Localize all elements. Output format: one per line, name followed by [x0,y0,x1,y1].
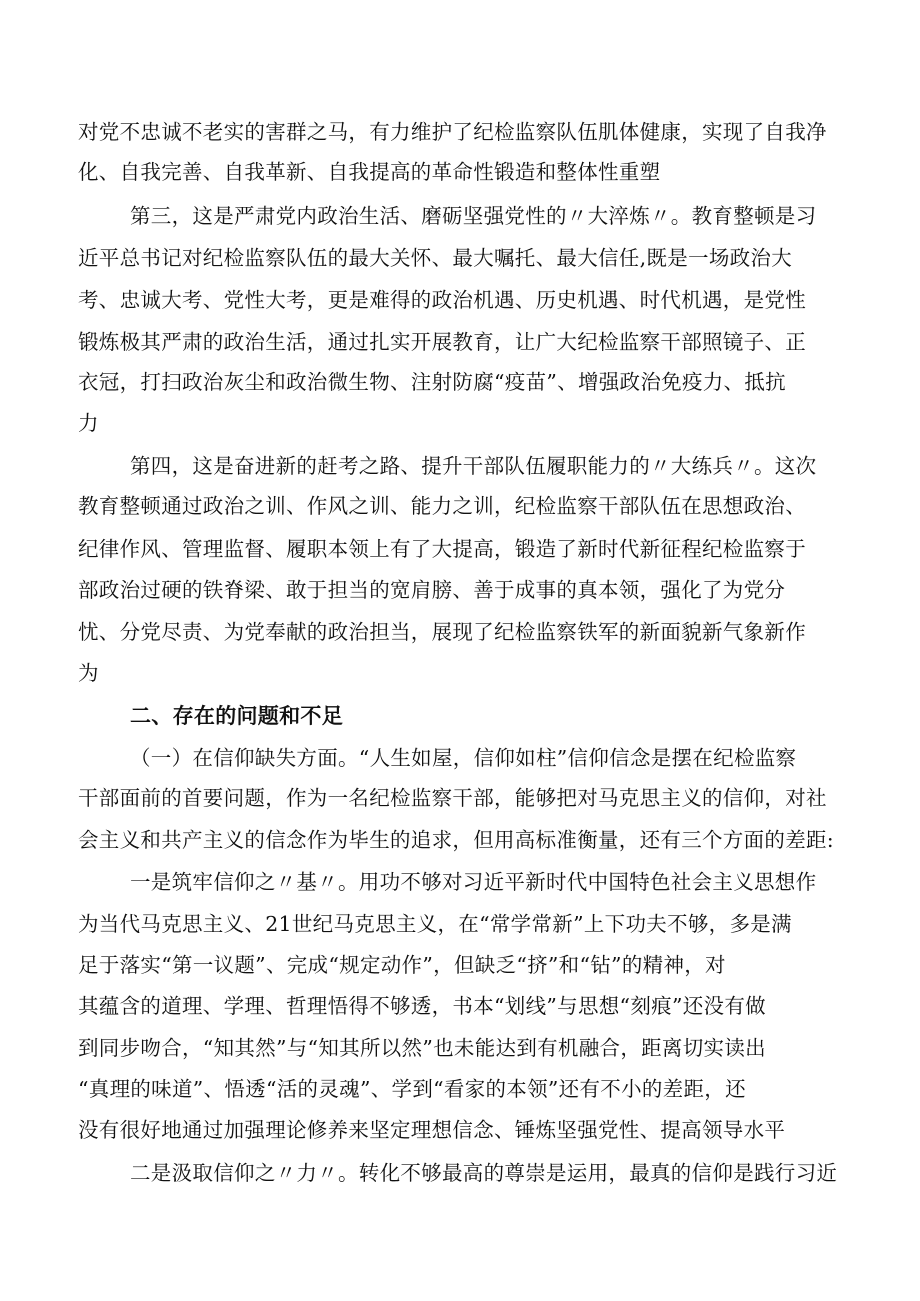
section-heading: 二、存在的问题和不足 [130,704,343,728]
paragraph-line: 教育整顿通过政治之训、作风之训、能力之训，纪检监察干部队伍在思想政治、 [78,494,806,518]
paragraph-line: 一是筑牢信仰之〃基〃。用功不够对习近平新时代中国特色社会主义思想作 [130,870,817,894]
paragraph-line: 为 [78,661,99,685]
paragraph-line: 为当代马克思主义、21世纪马克思主义，在“常学常新”上下功夫不够，多是满 [78,912,792,936]
paragraph-line: 会主义和共产主义的信念作为毕生的追求，但用高标准衡量，还有三个方面的差距: [78,828,835,852]
paragraph-line: 其蕴含的道理、学理、哲理悟得不够透，书本“划线”与思想“刻痕”还没有做 [78,994,766,1018]
paragraph-line: 足于落实“第一议题”、完成“规定动作”，但缺乏“挤”和“钻”的精神，对 [78,953,726,977]
paragraph-line: 近平总书记对纪检监察队伍的最大关怀、最大嘱托、最大信任,既是一场政治大 [78,246,793,270]
paragraph-line: “真理的味道”、悟透“活的灵魂”、学到“看家的本领”还有不小的差距，还 [78,1077,746,1101]
paragraph-line: 干部面前的首要问题，作为一名纪检监察干部，能够把对马克思主义的信仰，对社 [78,786,827,810]
paragraph-line: 二是汲取信仰之〃力〃。转化不够最高的尊崇是运用，最真的信仰是践行习近 [130,1161,838,1185]
paragraph-line: 第四，这是奋进新的赶考之路、提升干部队伍履职能力的〃大练兵〃。这次 [130,454,817,478]
paragraph-line: 考、忠诚大考、党性大考，更是难得的政治机遇、历史机遇、时代机遇，是党性 [78,288,806,312]
paragraph-line: 衣冠，打扫政治灰尘和政治微生物、注射防腐“疫苗”、增强政治免疫力、抵抗 [78,370,786,394]
paragraph-line: 力 [78,411,99,435]
paragraph-line: （一）在信仰缺失方面。“人生如屋，信仰如柱”信仰信念是摆在纪检监察 [130,746,797,770]
paragraph-line: 部政治过硬的铁脊梁、敢于担当的宽肩膀、善于成事的真本领，强化了为党分 [78,578,786,602]
paragraph-line: 忧、分党尽责、为党奉献的政治担当，展现了纪检监察铁军的新面貌新气象新作 [78,620,806,644]
paragraph-line: 第三，这是严肃党内政治生活、磨砺坚强党性的〃大淬炼〃。教育整顿是习 [130,204,817,228]
paragraph-line: 纪律作风、管理监督、履职本领上有了大提高，锻造了新时代新征程纪检监察于 [78,537,806,561]
paragraph-line: 没有很好地通过加强理论修养来坚定理想信念、锤炼坚强党性、提高领导水平 [78,1118,786,1142]
paragraph-line: 锻炼极其严肃的政治生活，通过扎实开展教育，让广大纪检监察干部照镜子、正 [78,330,806,354]
paragraph-line: 到同步吻合，“知其然”与“知其所以然”也未能达到有机融合，距离切实读出 [78,1036,766,1060]
paragraph-line: 对党不忠诚不老实的害群之马，有力维护了纪检监察队伍肌体健康，实现了自我净 [78,120,827,144]
paragraph-line: 化、自我完善、自我革新、自我提高的革命性锻造和整体性重塑 [78,160,661,184]
